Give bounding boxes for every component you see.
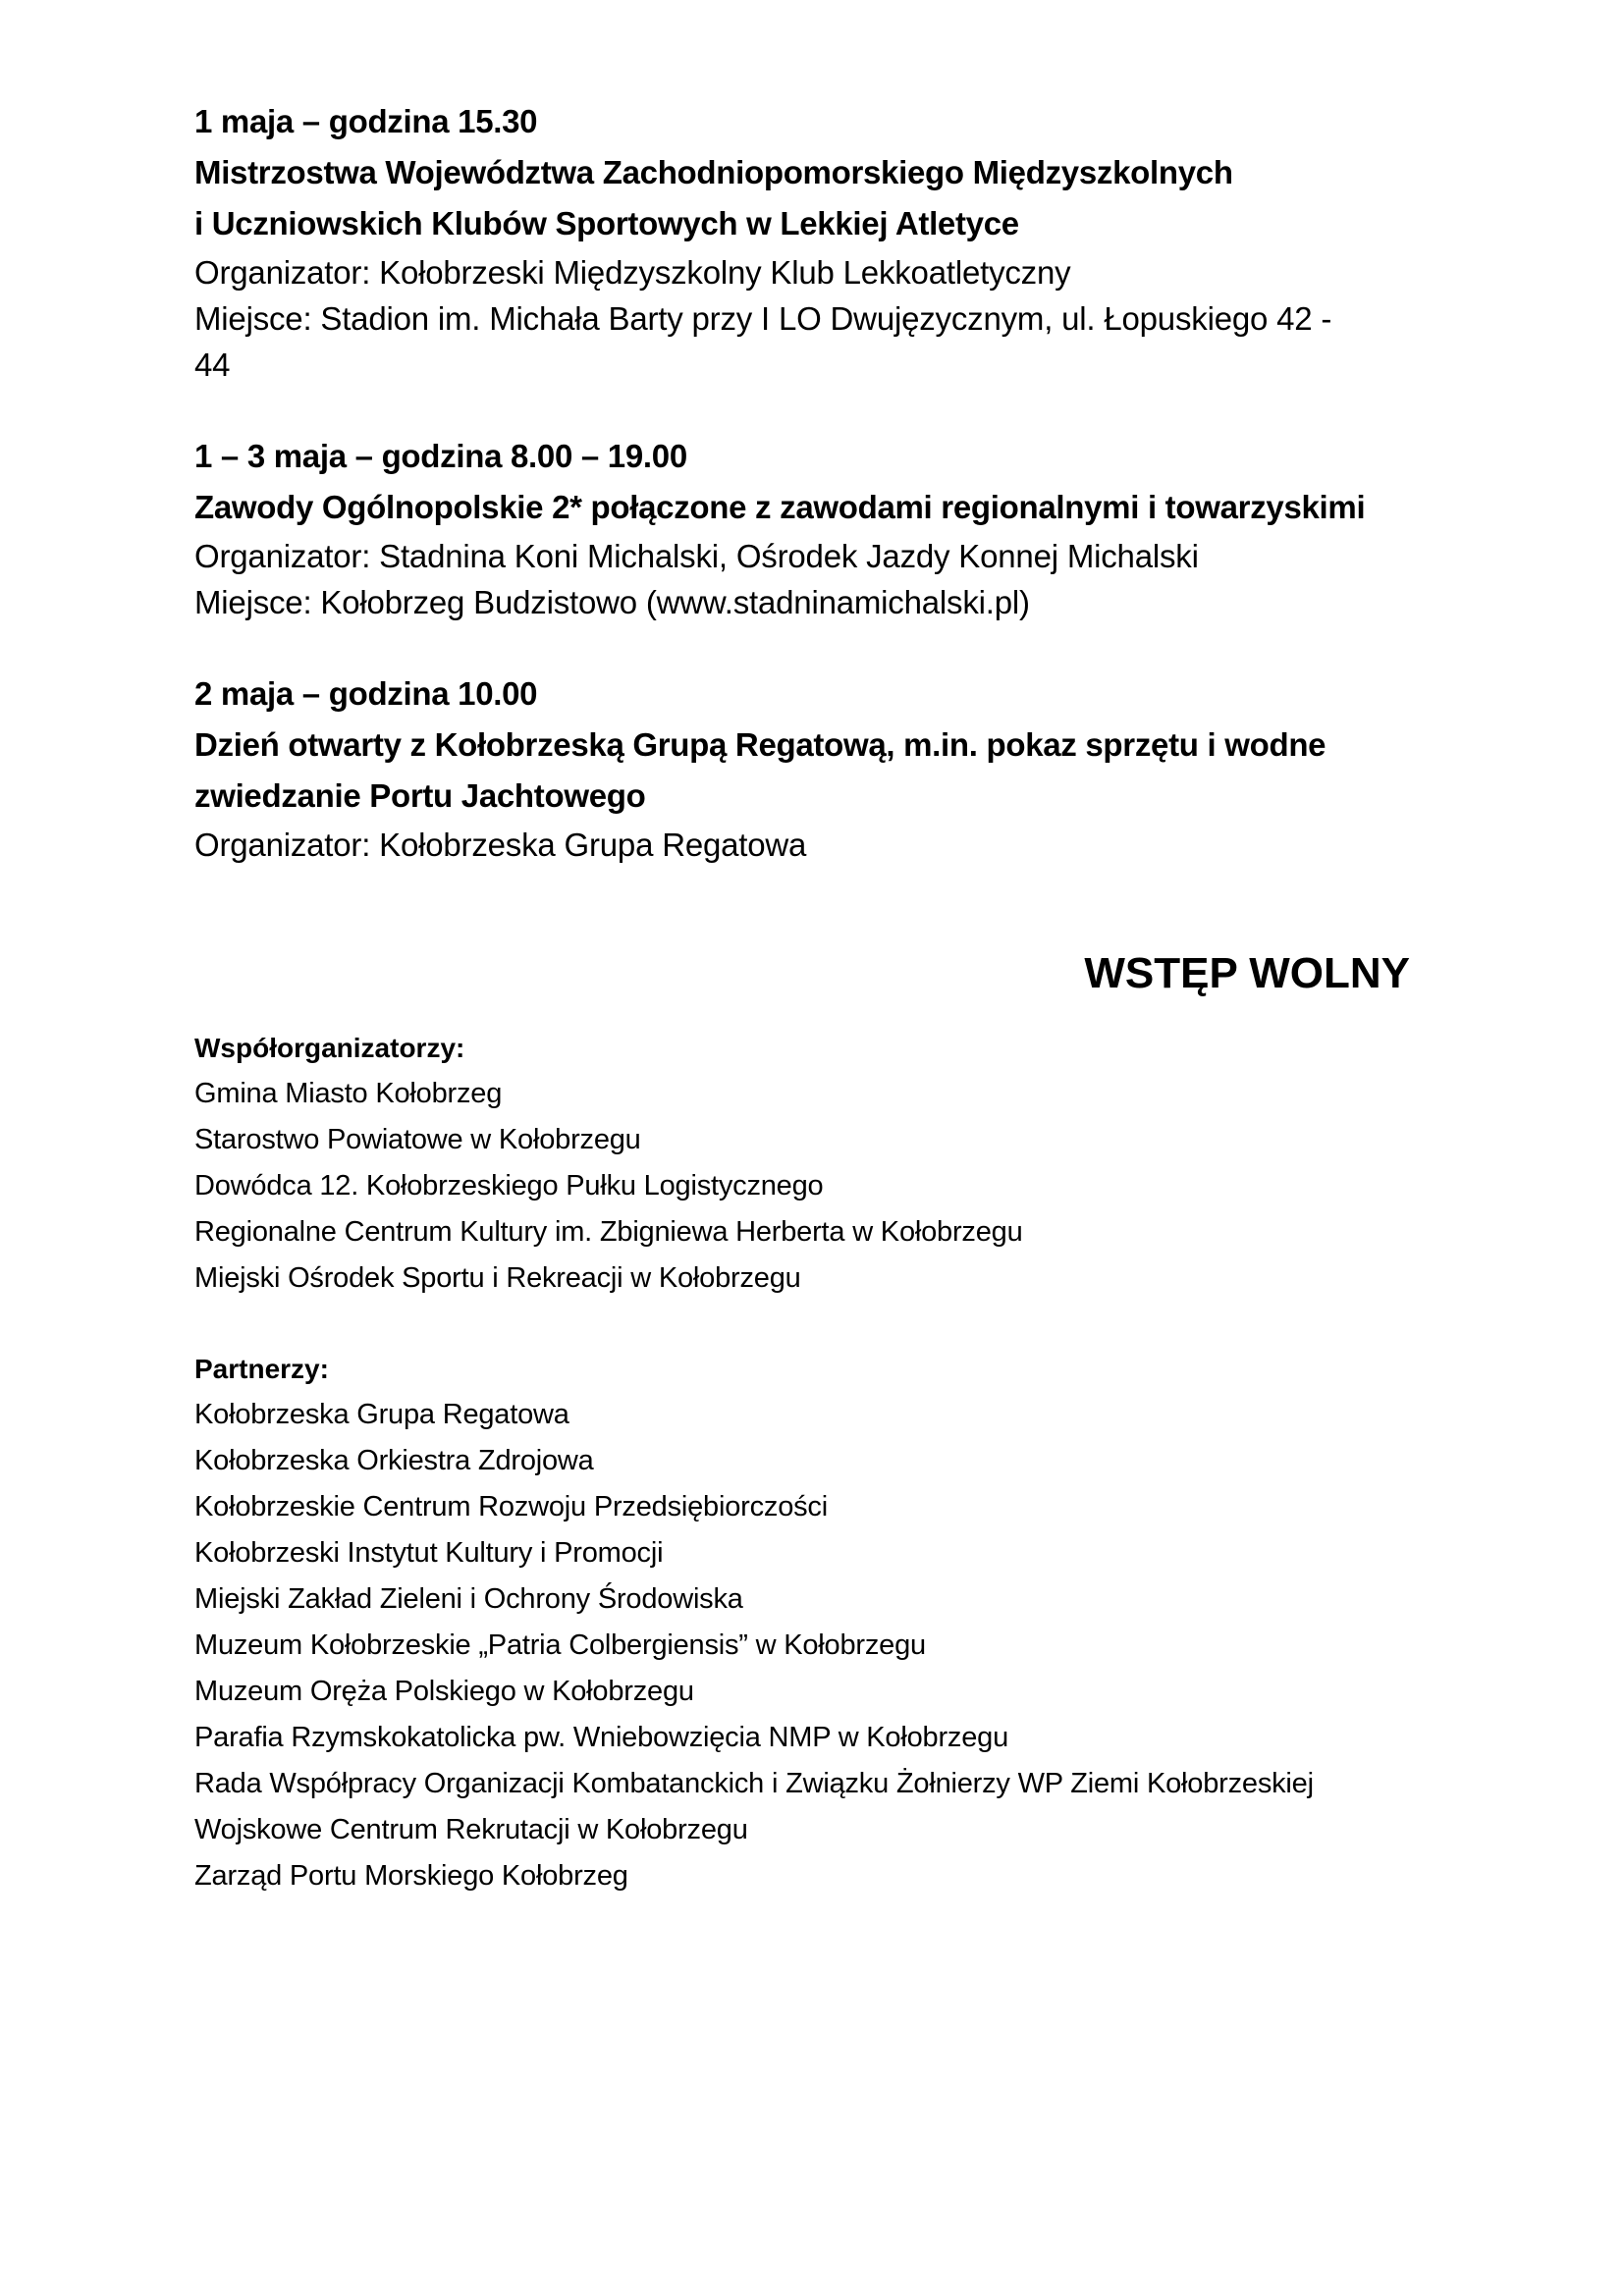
event-date: 1 maja – godzina 15.30 xyxy=(194,103,538,139)
partners-heading: Partnerzy: xyxy=(194,1354,329,1384)
event-organizer: Organizator: Kołobrzeska Grupa Regatowa xyxy=(194,827,807,863)
list-item: Parafia Rzymskokatolicka pw. Wniebowzięcia NMP w Kołobrzegu xyxy=(194,1722,1009,1753)
event-location-continued: 44 xyxy=(194,347,231,383)
list-item: Miejski Zakład Zieleni i Ochrony Środowiska xyxy=(194,1583,743,1615)
event-location: Miejsce: Kołobrzeg Budzistowo (www.stadninamichalski.pl) xyxy=(194,584,1030,620)
list-item: Dowódca 12. Kołobrzeskiego Pułku Logistycznego xyxy=(194,1170,824,1201)
event-2 xyxy=(194,431,1471,625)
event-title-line: zwiedzanie Portu Jachtowego xyxy=(194,777,646,814)
list-item: Kołobrzeski Instytut Kultury i Promocji xyxy=(194,1537,664,1569)
coorganizers-heading: Współorganizatorzy: xyxy=(194,1033,465,1063)
list-item: Kołobrzeskie Centrum Rozwoju Przedsiębiorczości xyxy=(194,1491,828,1522)
event-organizer: Organizator: Kołobrzeski Międzyszkolny Klub Lekkoatletyczny xyxy=(194,254,1071,291)
event-title-line: i Uczniowskich Klubów Sportowych w Lekkiej Atletyce xyxy=(194,205,1019,241)
event-location: Miejsce: Stadion im. Michała Barty przy I LO Dwujęzycznym, ul. Łopuskiego 42 - xyxy=(194,300,1332,337)
list-item: Zarząd Portu Morskiego Kołobrzeg xyxy=(194,1860,628,1892)
list-item: Gmina Miasto Kołobrzeg xyxy=(194,1078,503,1109)
event-title-line: Dzień otwarty z Kołobrzeską Grupą Regatową, m.in. pokaz sprzętu i wodne xyxy=(194,726,1326,763)
event-organizer: Organizator: Stadnina Koni Michalski, Ośrodek Jazdy Konnej Michalski xyxy=(194,538,1199,574)
list-item: Wojskowe Centrum Rekrutacji w Kołobrzegu xyxy=(194,1814,748,1845)
event-date: 1 – 3 maja – godzina 8.00 – 19.00 xyxy=(194,438,687,474)
free-entry-note: WSTĘP WOLNY xyxy=(1084,949,1410,997)
event-title-line: Mistrzostwa Województwa Zachodniopomorskiego Międzyszkolnych xyxy=(194,154,1233,190)
document-page xyxy=(194,96,1471,1944)
event-3 xyxy=(194,668,1471,868)
list-item: Kołobrzeska Orkiestra Zdrojowa xyxy=(194,1445,594,1476)
list-item: Regionalne Centrum Kultury im. Zbigniewa Herberta w Kołobrzegu xyxy=(194,1216,1023,1248)
list-item: Rada Współpracy Organizacji Kombatanckich i Związku Żołnierzy WP Ziemi Kołobrzeskiej xyxy=(194,1768,1314,1799)
event-1 xyxy=(194,96,1471,388)
coorganizers-section xyxy=(194,1025,1471,1302)
event-date: 2 maja – godzina 10.00 xyxy=(194,675,538,712)
list-item: Starostwo Powiatowe w Kołobrzegu xyxy=(194,1124,641,1155)
event-title-line: Zawody Ogólnopolskie 2* połączone z zawodami regionalnymi i towarzyskimi xyxy=(194,489,1366,525)
partners-section xyxy=(194,1346,1471,1899)
list-item: Muzeum Kołobrzeskie „Patria Colbergiensis” w Kołobrzegu xyxy=(194,1629,926,1661)
list-item: Kołobrzeska Grupa Regatowa xyxy=(194,1399,569,1430)
list-item: Miejski Ośrodek Sportu i Rekreacji w Kołobrzegu xyxy=(194,1262,801,1294)
list-item: Muzeum Oręża Polskiego w Kołobrzegu xyxy=(194,1676,694,1707)
